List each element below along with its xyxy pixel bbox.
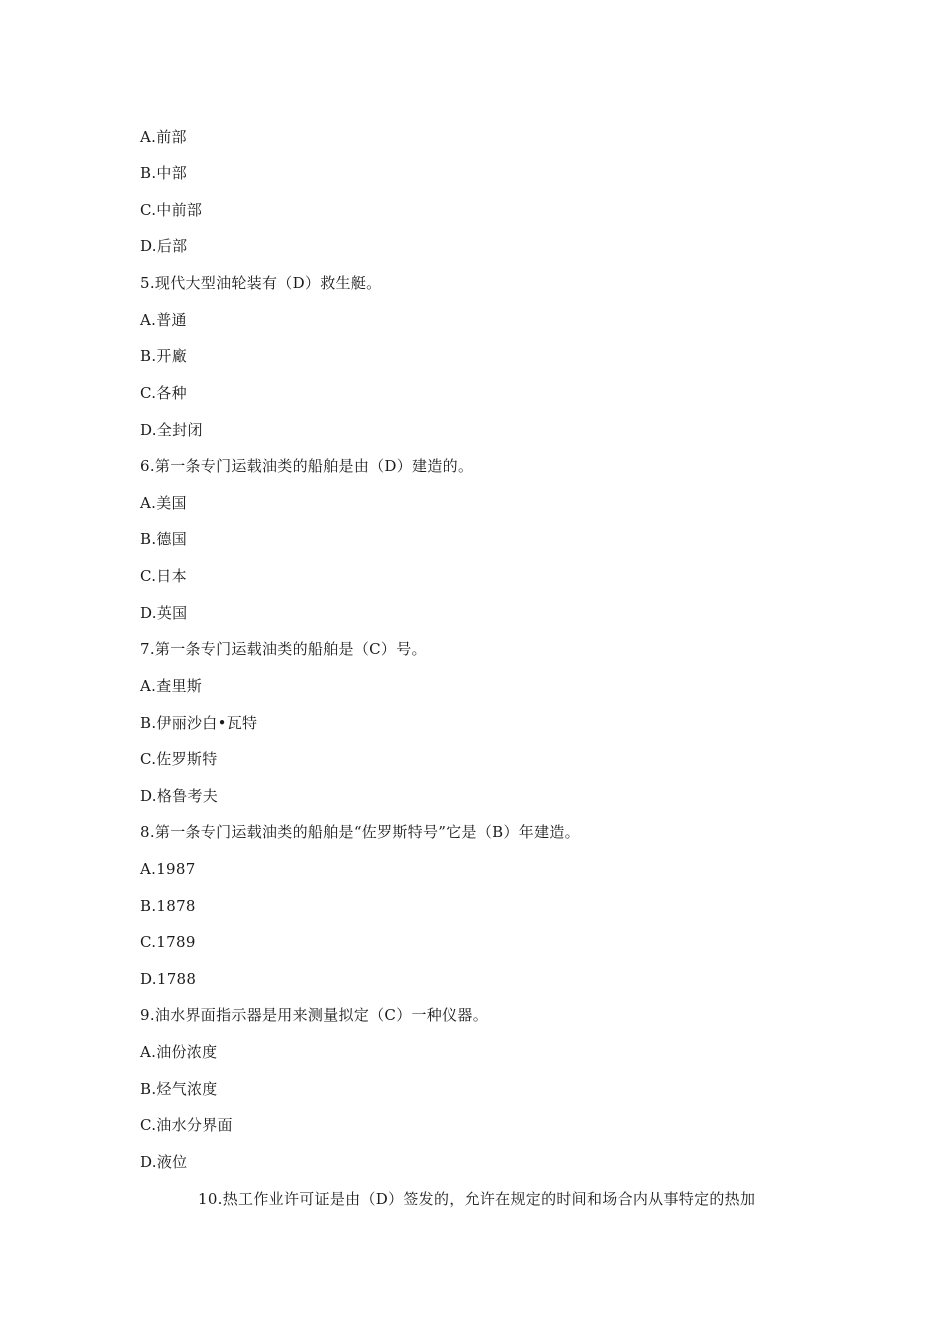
option-line: C.油水分界面 — [140, 1116, 233, 1134]
option-line: A.普通 — [140, 311, 187, 329]
option-line: A.美国 — [140, 494, 187, 512]
question-line: 9.油水界面指示器是用来测量拟定（C）一种仪器。 — [140, 1006, 488, 1024]
question-line: 8.第一条专门运载油类的船舶是“佐罗斯特号”它是（B）年建造。 — [140, 823, 580, 841]
option-line: D.全封闭 — [140, 421, 203, 439]
option-line: C.日本 — [140, 567, 187, 585]
option-line: A.查里斯 — [140, 677, 203, 695]
question-line: 6.第一条专门运载油类的船舶是由（D）建造的。 — [140, 457, 474, 475]
option-line: C.佐罗斯特 — [140, 750, 218, 768]
option-line: A.前部 — [140, 128, 187, 146]
option-line: A.油份浓度 — [140, 1043, 218, 1061]
option-line: C.中前部 — [140, 201, 203, 219]
option-line: B.烃气浓度 — [140, 1080, 218, 1098]
option-line: B.中部 — [140, 164, 187, 182]
option-line: B.1878 — [140, 897, 196, 915]
option-line: D.液位 — [140, 1153, 188, 1171]
question-line: 7.第一条专门运载油类的船舶是（C）号。 — [140, 640, 427, 658]
option-line: D.英国 — [140, 604, 188, 622]
option-line: D.格鲁考夫 — [140, 787, 219, 805]
option-line: B.德国 — [140, 530, 187, 548]
option-line: D.后部 — [140, 237, 188, 255]
option-line: B.伊丽沙白•瓦特 — [140, 714, 258, 732]
option-line: D.1788 — [140, 970, 197, 988]
question-line: 10.热工作业许可证是由（D）签发的，允许在规定的时间和场合内从事特定的热加 — [198, 1190, 756, 1208]
option-line: C.各种 — [140, 384, 187, 402]
option-line: A.1987 — [140, 860, 196, 878]
option-line: C.1789 — [140, 933, 196, 951]
option-line: B.开廠 — [140, 347, 187, 365]
question-line: 5.现代大型油轮装有（D）救生艇。 — [140, 274, 382, 292]
